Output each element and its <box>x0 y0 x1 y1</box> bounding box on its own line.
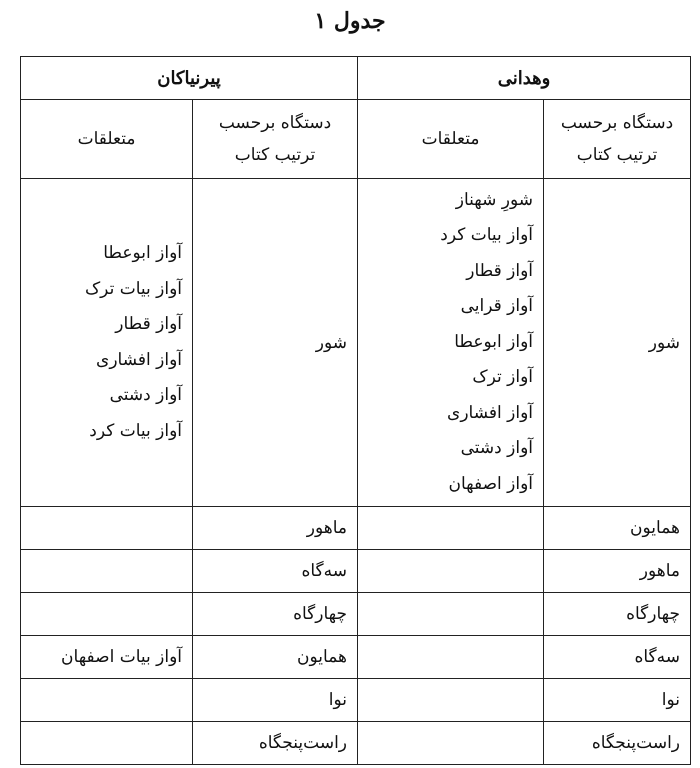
header-pirniakan-dastgah <box>193 100 358 179</box>
table-row <box>21 550 691 593</box>
cell-vahdani-motaalleghat <box>358 550 544 593</box>
cell-pirniakan-dastgah: همایون <box>193 636 358 679</box>
table-row-shur <box>21 179 691 507</box>
group-header-vahdani: وهدانی <box>358 57 691 100</box>
table-row <box>21 593 691 636</box>
cell-pirniakan-dastgah: ماهور <box>193 507 358 550</box>
cell-vahdani-dastgah: همایون <box>544 507 691 550</box>
list-item: آواز بیات کرد <box>440 225 534 246</box>
page-title: جدول ۱ <box>314 8 386 34</box>
list-item: آواز اصفهان <box>448 473 534 494</box>
cell-pirniakan-motaalleghat <box>21 507 193 550</box>
header-line: ترتیب کتاب <box>234 145 316 165</box>
sub-header-row <box>21 100 691 179</box>
cell-vahdani-dastgah: شور <box>544 179 691 507</box>
cell-vahdani-motaalleghat <box>358 636 544 679</box>
cell-pirniakan-dastgah: سه‌گاه <box>193 550 358 593</box>
table-row <box>21 722 691 765</box>
cell-vahdani-dastgah: نوا <box>544 679 691 722</box>
list-item: شورِ شهناز <box>455 189 534 210</box>
cell-pirniakan-motaalleghat <box>21 679 193 722</box>
table-row <box>21 679 691 722</box>
comparison-table <box>20 56 691 765</box>
cell-vahdani-motaalleghat <box>358 722 544 765</box>
list-item: آواز دشتی <box>460 438 534 459</box>
list-item: آواز دشتی <box>109 385 183 405</box>
cell-vahdani-motaalleghat <box>358 593 544 636</box>
cell-pirniakan-dastgah: نوا <box>193 679 358 722</box>
list-item: آواز بیات ترک <box>84 278 183 299</box>
header-line: دستگاه برحسب <box>560 112 674 133</box>
cell-vahdani-dastgah: راست‌پنجگاه <box>544 722 691 765</box>
table-row <box>21 507 691 550</box>
list-item: آواز بیات کرد <box>89 420 183 441</box>
cell-vahdani-dastgah: ماهور <box>544 550 691 593</box>
cell-pirniakan-dastgah: شور <box>193 179 358 507</box>
list-item: آواز قطار <box>466 260 534 281</box>
cell-vahdani-dastgah: سه‌گاه <box>544 636 691 679</box>
header-vahdani-motaalleghat: متعلقات <box>358 100 544 179</box>
group-header-pirniakan: پیرنیاکان <box>21 57 358 100</box>
list-item: آواز ابوعطا <box>103 243 183 263</box>
header-pirniakan-motaalleghat: متعلقات <box>21 100 193 179</box>
list-item: آواز قرایی <box>460 296 534 317</box>
cell-pirniakan-motaalleghat: آواز بیات اصفهان <box>21 636 193 679</box>
list-item: آواز ترک <box>472 367 534 388</box>
cell-vahdani-motaalleghat <box>358 179 544 507</box>
table-row <box>21 636 691 679</box>
header-line: دستگاه برحسب <box>218 112 332 133</box>
cell-pirniakan-motaalleghat <box>21 722 193 765</box>
list-item: آواز ابوعطا <box>454 331 534 352</box>
cell-pirniakan-motaalleghat <box>21 593 193 636</box>
cell-vahdani-dastgah: چهارگاه <box>544 593 691 636</box>
list-item: آواز افشاری <box>447 402 534 423</box>
cell-vahdani-motaalleghat <box>358 507 544 550</box>
list-item: آواز افشاری <box>96 349 183 370</box>
cell-pirniakan-dastgah: چهارگاه <box>193 593 358 636</box>
header-line: ترتیب کتاب <box>576 145 658 165</box>
group-header-row <box>21 57 691 100</box>
header-vahdani-dastgah <box>544 100 691 179</box>
cell-vahdani-motaalleghat <box>358 679 544 722</box>
cell-pirniakan-dastgah: راست‌پنجگاه <box>193 722 358 765</box>
cell-pirniakan-motaalleghat <box>21 179 193 507</box>
cell-pirniakan-motaalleghat <box>21 550 193 593</box>
list-item: آواز قطار <box>115 314 183 334</box>
